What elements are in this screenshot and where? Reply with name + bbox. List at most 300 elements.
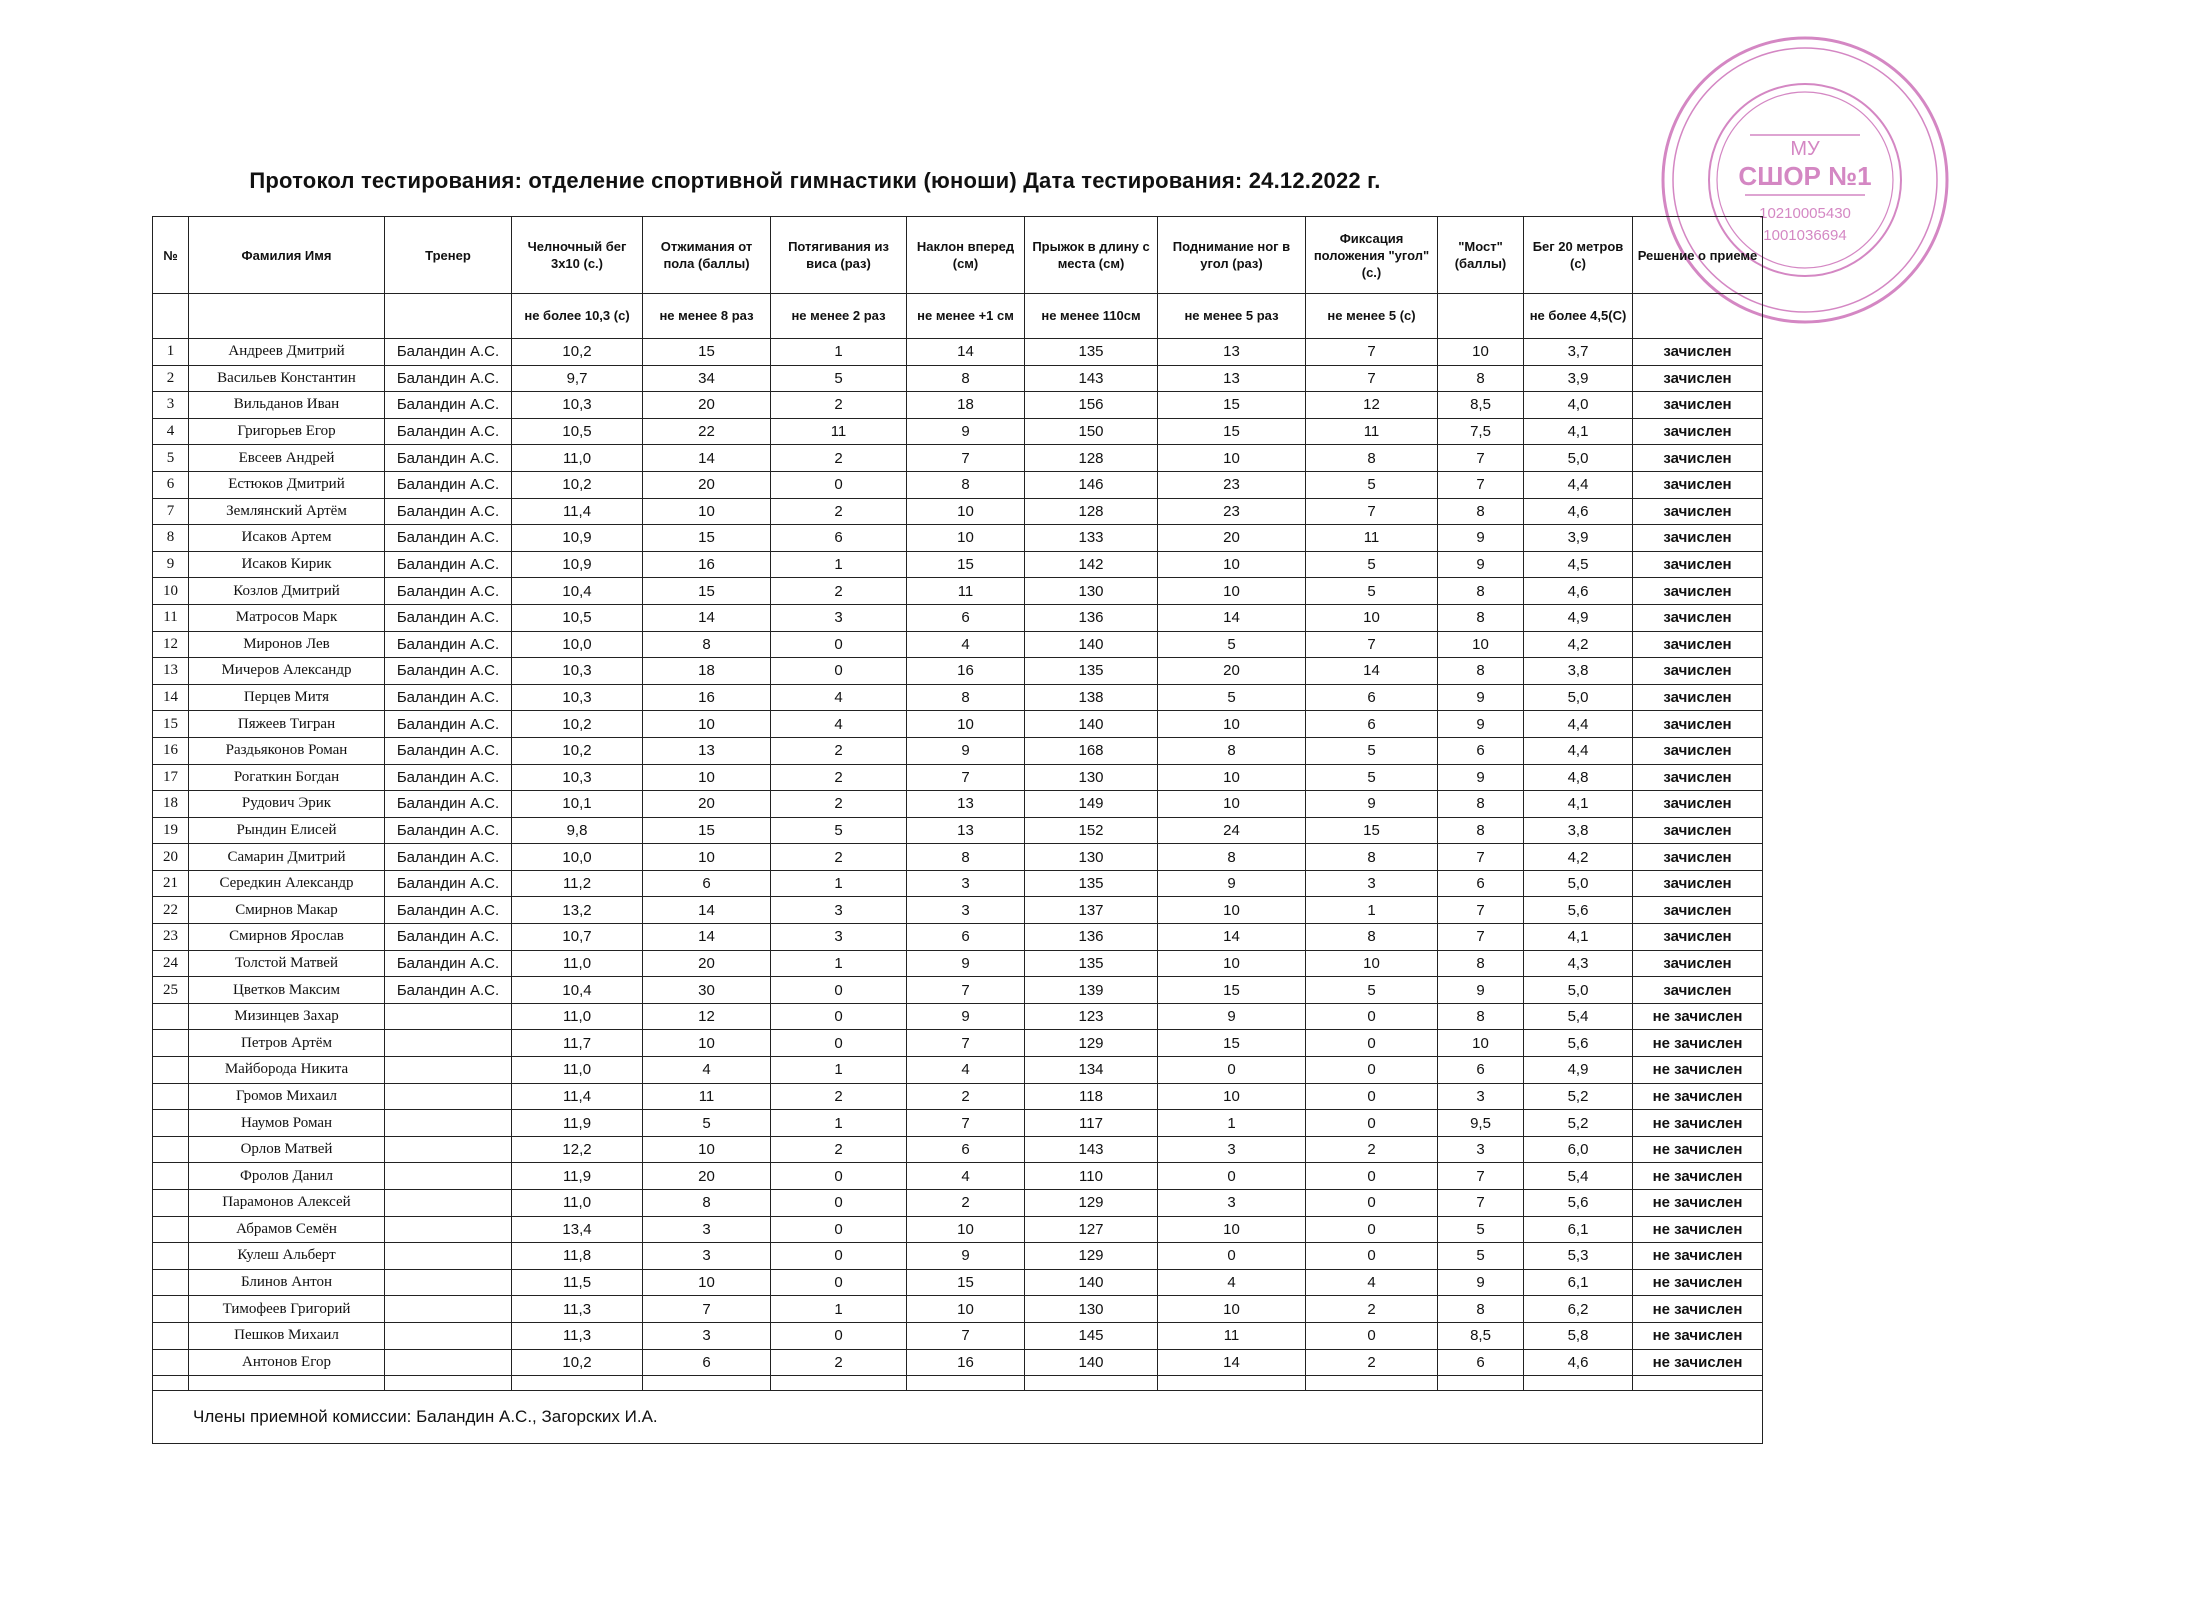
cell-shuttle: 10,2 bbox=[512, 711, 643, 738]
cell-num: 5 bbox=[153, 445, 189, 472]
cell-legs: 10 bbox=[1158, 711, 1306, 738]
cell-coach bbox=[385, 1136, 512, 1163]
cell-decision: зачислен bbox=[1633, 498, 1763, 525]
cell-decision: зачислен bbox=[1633, 418, 1763, 445]
cell-jump: 128 bbox=[1025, 445, 1158, 472]
cell-legs: 24 bbox=[1158, 817, 1306, 844]
cell-coach: Баландин А.С. bbox=[385, 604, 512, 631]
cell-coach: Баландин А.С. bbox=[385, 844, 512, 871]
cell-bridge: 8 bbox=[1438, 604, 1524, 631]
cell-bend: 2 bbox=[907, 1190, 1025, 1217]
cell-pullups: 0 bbox=[771, 471, 907, 498]
cell-shuttle: 10,2 bbox=[512, 471, 643, 498]
cell-pullups: 0 bbox=[771, 1216, 907, 1243]
cell-legs: 10 bbox=[1158, 897, 1306, 924]
cell-pullups: 6 bbox=[771, 525, 907, 552]
cell-angle: 5 bbox=[1306, 471, 1438, 498]
cell-run20: 4,4 bbox=[1524, 737, 1633, 764]
cell-shuttle: 10,2 bbox=[512, 339, 643, 366]
cell-jump: 168 bbox=[1025, 737, 1158, 764]
cell-angle: 10 bbox=[1306, 950, 1438, 977]
cell-name: Андреев Дмитрий bbox=[189, 339, 385, 366]
cell-decision: не зачислен bbox=[1633, 1110, 1763, 1137]
cell-bend: 7 bbox=[907, 1322, 1025, 1349]
cell-legs: 10 bbox=[1158, 950, 1306, 977]
cell-angle: 11 bbox=[1306, 525, 1438, 552]
cell-num bbox=[153, 1030, 189, 1057]
cell-legs: 15 bbox=[1158, 418, 1306, 445]
cell-bend: 13 bbox=[907, 791, 1025, 818]
cell-bridge: 9,5 bbox=[1438, 1110, 1524, 1137]
cell-pullups: 2 bbox=[771, 392, 907, 419]
cell-pushups: 3 bbox=[643, 1216, 771, 1243]
table-row bbox=[153, 1296, 1763, 1323]
cell-run20: 5,4 bbox=[1524, 1003, 1633, 1030]
cell-bridge: 7 bbox=[1438, 924, 1524, 951]
cell-legs: 10 bbox=[1158, 791, 1306, 818]
cell-pushups: 14 bbox=[643, 924, 771, 951]
cell-decision: зачислен bbox=[1633, 525, 1763, 552]
cell-pullups: 0 bbox=[771, 1322, 907, 1349]
cell-legs: 3 bbox=[1158, 1136, 1306, 1163]
cell-bridge: 3 bbox=[1438, 1136, 1524, 1163]
cell-angle: 0 bbox=[1306, 1083, 1438, 1110]
cell-bend: 9 bbox=[907, 737, 1025, 764]
cell-bend: 9 bbox=[907, 950, 1025, 977]
table-row bbox=[153, 525, 1763, 552]
cell-jump: 140 bbox=[1025, 631, 1158, 658]
header-num: № bbox=[153, 217, 189, 294]
cell-decision: зачислен bbox=[1633, 870, 1763, 897]
cell-bend: 11 bbox=[907, 578, 1025, 605]
cell-bridge: 8 bbox=[1438, 1296, 1524, 1323]
cell-run20: 5,2 bbox=[1524, 1110, 1633, 1137]
cell-jump: 130 bbox=[1025, 844, 1158, 871]
cell-shuttle: 10,1 bbox=[512, 791, 643, 818]
cell-pushups: 16 bbox=[643, 551, 771, 578]
table-row bbox=[153, 471, 1763, 498]
cell-decision: зачислен bbox=[1633, 764, 1763, 791]
cell-num: 13 bbox=[153, 658, 189, 685]
cell-shuttle: 11,8 bbox=[512, 1243, 643, 1270]
cell-jump: 135 bbox=[1025, 870, 1158, 897]
norm-bridge bbox=[1438, 294, 1524, 339]
cell-decision: не зачислен bbox=[1633, 1163, 1763, 1190]
cell-angle: 6 bbox=[1306, 711, 1438, 738]
cell-pullups: 4 bbox=[771, 684, 907, 711]
cell-pushups: 14 bbox=[643, 604, 771, 631]
cell-pushups: 10 bbox=[643, 1269, 771, 1296]
cell-num: 12 bbox=[153, 631, 189, 658]
cell-angle: 0 bbox=[1306, 1322, 1438, 1349]
cell-num: 1 bbox=[153, 339, 189, 366]
cell-num: 20 bbox=[153, 844, 189, 871]
norm-shuttle: не более 10,3 (с) bbox=[512, 294, 643, 339]
cell-angle: 2 bbox=[1306, 1296, 1438, 1323]
stamp-line-4: 1001036694 bbox=[1763, 227, 1847, 244]
header-run20: Бег 20 метров (с) bbox=[1524, 217, 1633, 294]
cell-coach: Баландин А.С. bbox=[385, 498, 512, 525]
cell-name: Рындин Елисей bbox=[189, 817, 385, 844]
cell-decision: зачислен bbox=[1633, 950, 1763, 977]
cell-jump: 135 bbox=[1025, 950, 1158, 977]
cell-decision: не зачислен bbox=[1633, 1190, 1763, 1217]
cell-run20: 4,8 bbox=[1524, 764, 1633, 791]
cell-decision: зачислен bbox=[1633, 551, 1763, 578]
cell-shuttle: 10,9 bbox=[512, 525, 643, 552]
cell-decision: зачислен bbox=[1633, 817, 1763, 844]
cell-num bbox=[153, 1003, 189, 1030]
cell-legs: 20 bbox=[1158, 658, 1306, 685]
cell-pushups: 3 bbox=[643, 1322, 771, 1349]
cell-shuttle: 11,0 bbox=[512, 950, 643, 977]
cell-angle: 2 bbox=[1306, 1136, 1438, 1163]
table-row bbox=[153, 551, 1763, 578]
header-pullups: Потягивания из виса (раз) bbox=[771, 217, 907, 294]
cell-bridge: 7,5 bbox=[1438, 418, 1524, 445]
cell-bend: 7 bbox=[907, 445, 1025, 472]
cell-bend: 9 bbox=[907, 418, 1025, 445]
cell-decision: зачислен bbox=[1633, 365, 1763, 392]
cell-angle: 4 bbox=[1306, 1269, 1438, 1296]
cell-legs: 10 bbox=[1158, 578, 1306, 605]
cell-angle: 12 bbox=[1306, 392, 1438, 419]
cell-bend: 7 bbox=[907, 1110, 1025, 1137]
cell-name: Перцев Митя bbox=[189, 684, 385, 711]
table-row bbox=[153, 339, 1763, 366]
cell-legs: 10 bbox=[1158, 764, 1306, 791]
cell-shuttle: 10,5 bbox=[512, 418, 643, 445]
cell-num: 2 bbox=[153, 365, 189, 392]
cell-num: 18 bbox=[153, 791, 189, 818]
cell-decision: зачислен bbox=[1633, 578, 1763, 605]
cell-bend: 10 bbox=[907, 525, 1025, 552]
cell-pullups: 2 bbox=[771, 737, 907, 764]
cell-decision: зачислен bbox=[1633, 604, 1763, 631]
cell-angle: 7 bbox=[1306, 498, 1438, 525]
cell-shuttle: 13,4 bbox=[512, 1216, 643, 1243]
cell-num: 15 bbox=[153, 711, 189, 738]
cell-pullups: 2 bbox=[771, 791, 907, 818]
cell-pushups: 34 bbox=[643, 365, 771, 392]
cell-name: Землянский Артём bbox=[189, 498, 385, 525]
cell-run20: 5,0 bbox=[1524, 445, 1633, 472]
cell-shuttle: 11,3 bbox=[512, 1296, 643, 1323]
cell-jump: 110 bbox=[1025, 1163, 1158, 1190]
cell-pushups: 12 bbox=[643, 1003, 771, 1030]
cell-angle: 3 bbox=[1306, 870, 1438, 897]
cell-jump: 140 bbox=[1025, 711, 1158, 738]
cell-num: 11 bbox=[153, 604, 189, 631]
cell-legs: 0 bbox=[1158, 1243, 1306, 1270]
cell-coach bbox=[385, 1083, 512, 1110]
cell-bridge: 7 bbox=[1438, 897, 1524, 924]
cell-coach bbox=[385, 1190, 512, 1217]
cell-bridge: 6 bbox=[1438, 1349, 1524, 1376]
cell-coach: Баландин А.С. bbox=[385, 339, 512, 366]
table-row bbox=[153, 1136, 1763, 1163]
cell-name: Смирнов Макар bbox=[189, 897, 385, 924]
cell-bridge: 6 bbox=[1438, 870, 1524, 897]
table-row bbox=[153, 764, 1763, 791]
cell-run20: 4,6 bbox=[1524, 578, 1633, 605]
cell-angle: 1 bbox=[1306, 897, 1438, 924]
table-row bbox=[153, 1243, 1763, 1270]
cell-jump: 139 bbox=[1025, 977, 1158, 1004]
cell-shuttle: 11,0 bbox=[512, 1057, 643, 1084]
cell-pullups: 1 bbox=[771, 870, 907, 897]
cell-name: Фролов Данил bbox=[189, 1163, 385, 1190]
cell-run20: 5,2 bbox=[1524, 1083, 1633, 1110]
cell-num: 19 bbox=[153, 817, 189, 844]
cell-angle: 9 bbox=[1306, 791, 1438, 818]
cell-jump: 138 bbox=[1025, 684, 1158, 711]
cell-name: Пешков Михаил bbox=[189, 1322, 385, 1349]
header-bridge: "Мост" (баллы) bbox=[1438, 217, 1524, 294]
cell-pushups: 15 bbox=[643, 525, 771, 552]
cell-pushups: 10 bbox=[643, 1030, 771, 1057]
cell-legs: 4 bbox=[1158, 1269, 1306, 1296]
cell-name: Рогаткин Богдан bbox=[189, 764, 385, 791]
cell-pullups: 2 bbox=[771, 1083, 907, 1110]
cell-decision: зачислен bbox=[1633, 977, 1763, 1004]
table-row bbox=[153, 1190, 1763, 1217]
cell-shuttle: 12,2 bbox=[512, 1136, 643, 1163]
cell-num: 17 bbox=[153, 764, 189, 791]
cell-legs: 13 bbox=[1158, 365, 1306, 392]
cell-angle: 11 bbox=[1306, 418, 1438, 445]
cell-angle: 0 bbox=[1306, 1243, 1438, 1270]
cell-bend: 6 bbox=[907, 604, 1025, 631]
cell-angle: 8 bbox=[1306, 844, 1438, 871]
cell-jump: 145 bbox=[1025, 1322, 1158, 1349]
cell-shuttle: 11,0 bbox=[512, 1190, 643, 1217]
header-legs: Поднимание ног в угол (раз) bbox=[1158, 217, 1306, 294]
cell-bridge: 9 bbox=[1438, 711, 1524, 738]
cell-coach bbox=[385, 1349, 512, 1376]
cell-angle: 14 bbox=[1306, 658, 1438, 685]
cell-run20: 5,6 bbox=[1524, 897, 1633, 924]
cell-angle: 0 bbox=[1306, 1030, 1438, 1057]
cell-pushups: 20 bbox=[643, 1163, 771, 1190]
cell-coach: Баландин А.С. bbox=[385, 684, 512, 711]
cell-angle: 5 bbox=[1306, 737, 1438, 764]
cell-name: Парамонов Алексей bbox=[189, 1190, 385, 1217]
table-row bbox=[153, 950, 1763, 977]
cell-bridge: 8 bbox=[1438, 365, 1524, 392]
cell-decision: не зачислен bbox=[1633, 1057, 1763, 1084]
table-row bbox=[153, 1322, 1763, 1349]
cell-coach: Баландин А.С. bbox=[385, 977, 512, 1004]
cell-decision: не зачислен bbox=[1633, 1349, 1763, 1376]
results-body bbox=[153, 339, 1763, 1376]
cell-jump: 143 bbox=[1025, 1136, 1158, 1163]
cell-pullups: 0 bbox=[771, 1030, 907, 1057]
cell-bridge: 10 bbox=[1438, 339, 1524, 366]
cell-name: Васильев Константин bbox=[189, 365, 385, 392]
cell-run20: 4,2 bbox=[1524, 631, 1633, 658]
cell-coach: Баландин А.С. bbox=[385, 631, 512, 658]
cell-run20: 3,8 bbox=[1524, 658, 1633, 685]
cell-name: Петров Артём bbox=[189, 1030, 385, 1057]
cell-jump: 140 bbox=[1025, 1349, 1158, 1376]
cell-angle: 8 bbox=[1306, 924, 1438, 951]
cell-run20: 5,3 bbox=[1524, 1243, 1633, 1270]
cell-jump: 146 bbox=[1025, 471, 1158, 498]
cell-bridge: 9 bbox=[1438, 525, 1524, 552]
cell-num: 8 bbox=[153, 525, 189, 552]
page-title: Протокол тестирования: отделение спортивной гимнастики (юноши) Дата тестирования: 24.12.2022 г. bbox=[249, 168, 1381, 193]
cell-pullups: 0 bbox=[771, 658, 907, 685]
cell-coach bbox=[385, 1110, 512, 1137]
cell-angle: 0 bbox=[1306, 1110, 1438, 1137]
cell-run20: 5,8 bbox=[1524, 1322, 1633, 1349]
cell-shuttle: 11,9 bbox=[512, 1110, 643, 1137]
cell-coach bbox=[385, 1296, 512, 1323]
cell-bend: 8 bbox=[907, 844, 1025, 871]
cell-num bbox=[153, 1163, 189, 1190]
table-row bbox=[153, 631, 1763, 658]
cell-bridge: 7 bbox=[1438, 471, 1524, 498]
cell-name: Вильданов Иван bbox=[189, 392, 385, 419]
cell-legs: 14 bbox=[1158, 1349, 1306, 1376]
cell-bridge: 7 bbox=[1438, 445, 1524, 472]
cell-bridge: 3 bbox=[1438, 1083, 1524, 1110]
cell-pushups: 20 bbox=[643, 791, 771, 818]
cell-coach bbox=[385, 1030, 512, 1057]
cell-num: 16 bbox=[153, 737, 189, 764]
cell-pushups: 15 bbox=[643, 578, 771, 605]
cell-pullups: 2 bbox=[771, 498, 907, 525]
cell-shuttle: 10,4 bbox=[512, 977, 643, 1004]
cell-run20: 5,4 bbox=[1524, 1163, 1633, 1190]
cell-angle: 2 bbox=[1306, 1349, 1438, 1376]
cell-pushups: 15 bbox=[643, 817, 771, 844]
cell-bend: 13 bbox=[907, 817, 1025, 844]
cell-name: Блинов Антон bbox=[189, 1269, 385, 1296]
cell-shuttle: 11,5 bbox=[512, 1269, 643, 1296]
cell-shuttle: 11,4 bbox=[512, 498, 643, 525]
cell-angle: 15 bbox=[1306, 817, 1438, 844]
cell-bend: 4 bbox=[907, 1163, 1025, 1190]
cell-run20: 4,9 bbox=[1524, 1057, 1633, 1084]
cell-decision: зачислен bbox=[1633, 445, 1763, 472]
table-row bbox=[153, 844, 1763, 871]
cell-decision: не зачислен bbox=[1633, 1083, 1763, 1110]
cell-run20: 4,1 bbox=[1524, 418, 1633, 445]
cell-bend: 6 bbox=[907, 1136, 1025, 1163]
cell-legs: 15 bbox=[1158, 1030, 1306, 1057]
cell-legs: 10 bbox=[1158, 1216, 1306, 1243]
cell-bend: 10 bbox=[907, 711, 1025, 738]
cell-num: 24 bbox=[153, 950, 189, 977]
cell-legs: 15 bbox=[1158, 392, 1306, 419]
cell-pullups: 1 bbox=[771, 950, 907, 977]
cell-num bbox=[153, 1057, 189, 1084]
cell-shuttle: 10,4 bbox=[512, 578, 643, 605]
table-row bbox=[153, 418, 1763, 445]
cell-pushups: 20 bbox=[643, 471, 771, 498]
cell-bridge: 9 bbox=[1438, 1269, 1524, 1296]
cell-jump: 128 bbox=[1025, 498, 1158, 525]
cell-run20: 5,0 bbox=[1524, 977, 1633, 1004]
cell-bend: 10 bbox=[907, 498, 1025, 525]
table-row bbox=[153, 578, 1763, 605]
cell-bridge: 8 bbox=[1438, 817, 1524, 844]
commission-members: Члены приемной комиссии: Баландин А.С., Загорских И.А. bbox=[153, 1391, 1763, 1444]
cell-pullups: 5 bbox=[771, 365, 907, 392]
cell-num bbox=[153, 1243, 189, 1270]
cell-pullups: 5 bbox=[771, 817, 907, 844]
table-row bbox=[153, 897, 1763, 924]
cell-coach bbox=[385, 1322, 512, 1349]
header-angle: Фиксация положения "угол" (с.) bbox=[1306, 217, 1438, 294]
header-shuttle: Челночный бег 3х10 (с.) bbox=[512, 217, 643, 294]
cell-pullups: 0 bbox=[771, 631, 907, 658]
cell-run20: 4,1 bbox=[1524, 924, 1633, 951]
cell-bridge: 10 bbox=[1438, 631, 1524, 658]
cell-pullups: 2 bbox=[771, 1349, 907, 1376]
cell-angle: 7 bbox=[1306, 631, 1438, 658]
cell-decision: зачислен bbox=[1633, 339, 1763, 366]
cell-pushups: 10 bbox=[643, 844, 771, 871]
cell-name: Исаков Артем bbox=[189, 525, 385, 552]
cell-decision: не зачислен bbox=[1633, 1216, 1763, 1243]
cell-run20: 4,1 bbox=[1524, 791, 1633, 818]
cell-bridge: 7 bbox=[1438, 844, 1524, 871]
table-row bbox=[153, 924, 1763, 951]
cell-jump: 127 bbox=[1025, 1216, 1158, 1243]
cell-legs: 10 bbox=[1158, 445, 1306, 472]
cell-decision: зачислен bbox=[1633, 658, 1763, 685]
cell-run20: 3,9 bbox=[1524, 525, 1633, 552]
cell-num: 22 bbox=[153, 897, 189, 924]
cell-bridge: 8 bbox=[1438, 791, 1524, 818]
cell-bend: 8 bbox=[907, 684, 1025, 711]
cell-decision: не зачислен bbox=[1633, 1003, 1763, 1030]
cell-run20: 5,6 bbox=[1524, 1030, 1633, 1057]
cell-jump: 137 bbox=[1025, 897, 1158, 924]
cell-legs: 10 bbox=[1158, 1083, 1306, 1110]
table-row bbox=[153, 1269, 1763, 1296]
cell-num bbox=[153, 1190, 189, 1217]
cell-pushups: 11 bbox=[643, 1083, 771, 1110]
cell-bend: 14 bbox=[907, 339, 1025, 366]
cell-name: Мизинцев Захар bbox=[189, 1003, 385, 1030]
cell-angle: 10 bbox=[1306, 604, 1438, 631]
cell-pullups: 11 bbox=[771, 418, 907, 445]
cell-num bbox=[153, 1322, 189, 1349]
cell-run20: 5,0 bbox=[1524, 870, 1633, 897]
table-row bbox=[153, 1163, 1763, 1190]
cell-decision: не зачислен bbox=[1633, 1322, 1763, 1349]
norm-angle: не менее 5 (с) bbox=[1306, 294, 1438, 339]
cell-bend: 15 bbox=[907, 1269, 1025, 1296]
cell-run20: 4,2 bbox=[1524, 844, 1633, 871]
cell-name: Евсеев Андрей bbox=[189, 445, 385, 472]
cell-run20: 4,9 bbox=[1524, 604, 1633, 631]
header-jump: Прыжок в длину с места (см) bbox=[1025, 217, 1158, 294]
cell-pushups: 6 bbox=[643, 870, 771, 897]
cell-shuttle: 11,4 bbox=[512, 1083, 643, 1110]
cell-coach: Баландин А.С. bbox=[385, 924, 512, 951]
cell-shuttle: 13,2 bbox=[512, 897, 643, 924]
table-row bbox=[153, 1083, 1763, 1110]
cell-coach: Баландин А.С. bbox=[385, 418, 512, 445]
header-row bbox=[153, 217, 1763, 294]
cell-coach: Баландин А.С. bbox=[385, 791, 512, 818]
cell-pullups: 1 bbox=[771, 339, 907, 366]
